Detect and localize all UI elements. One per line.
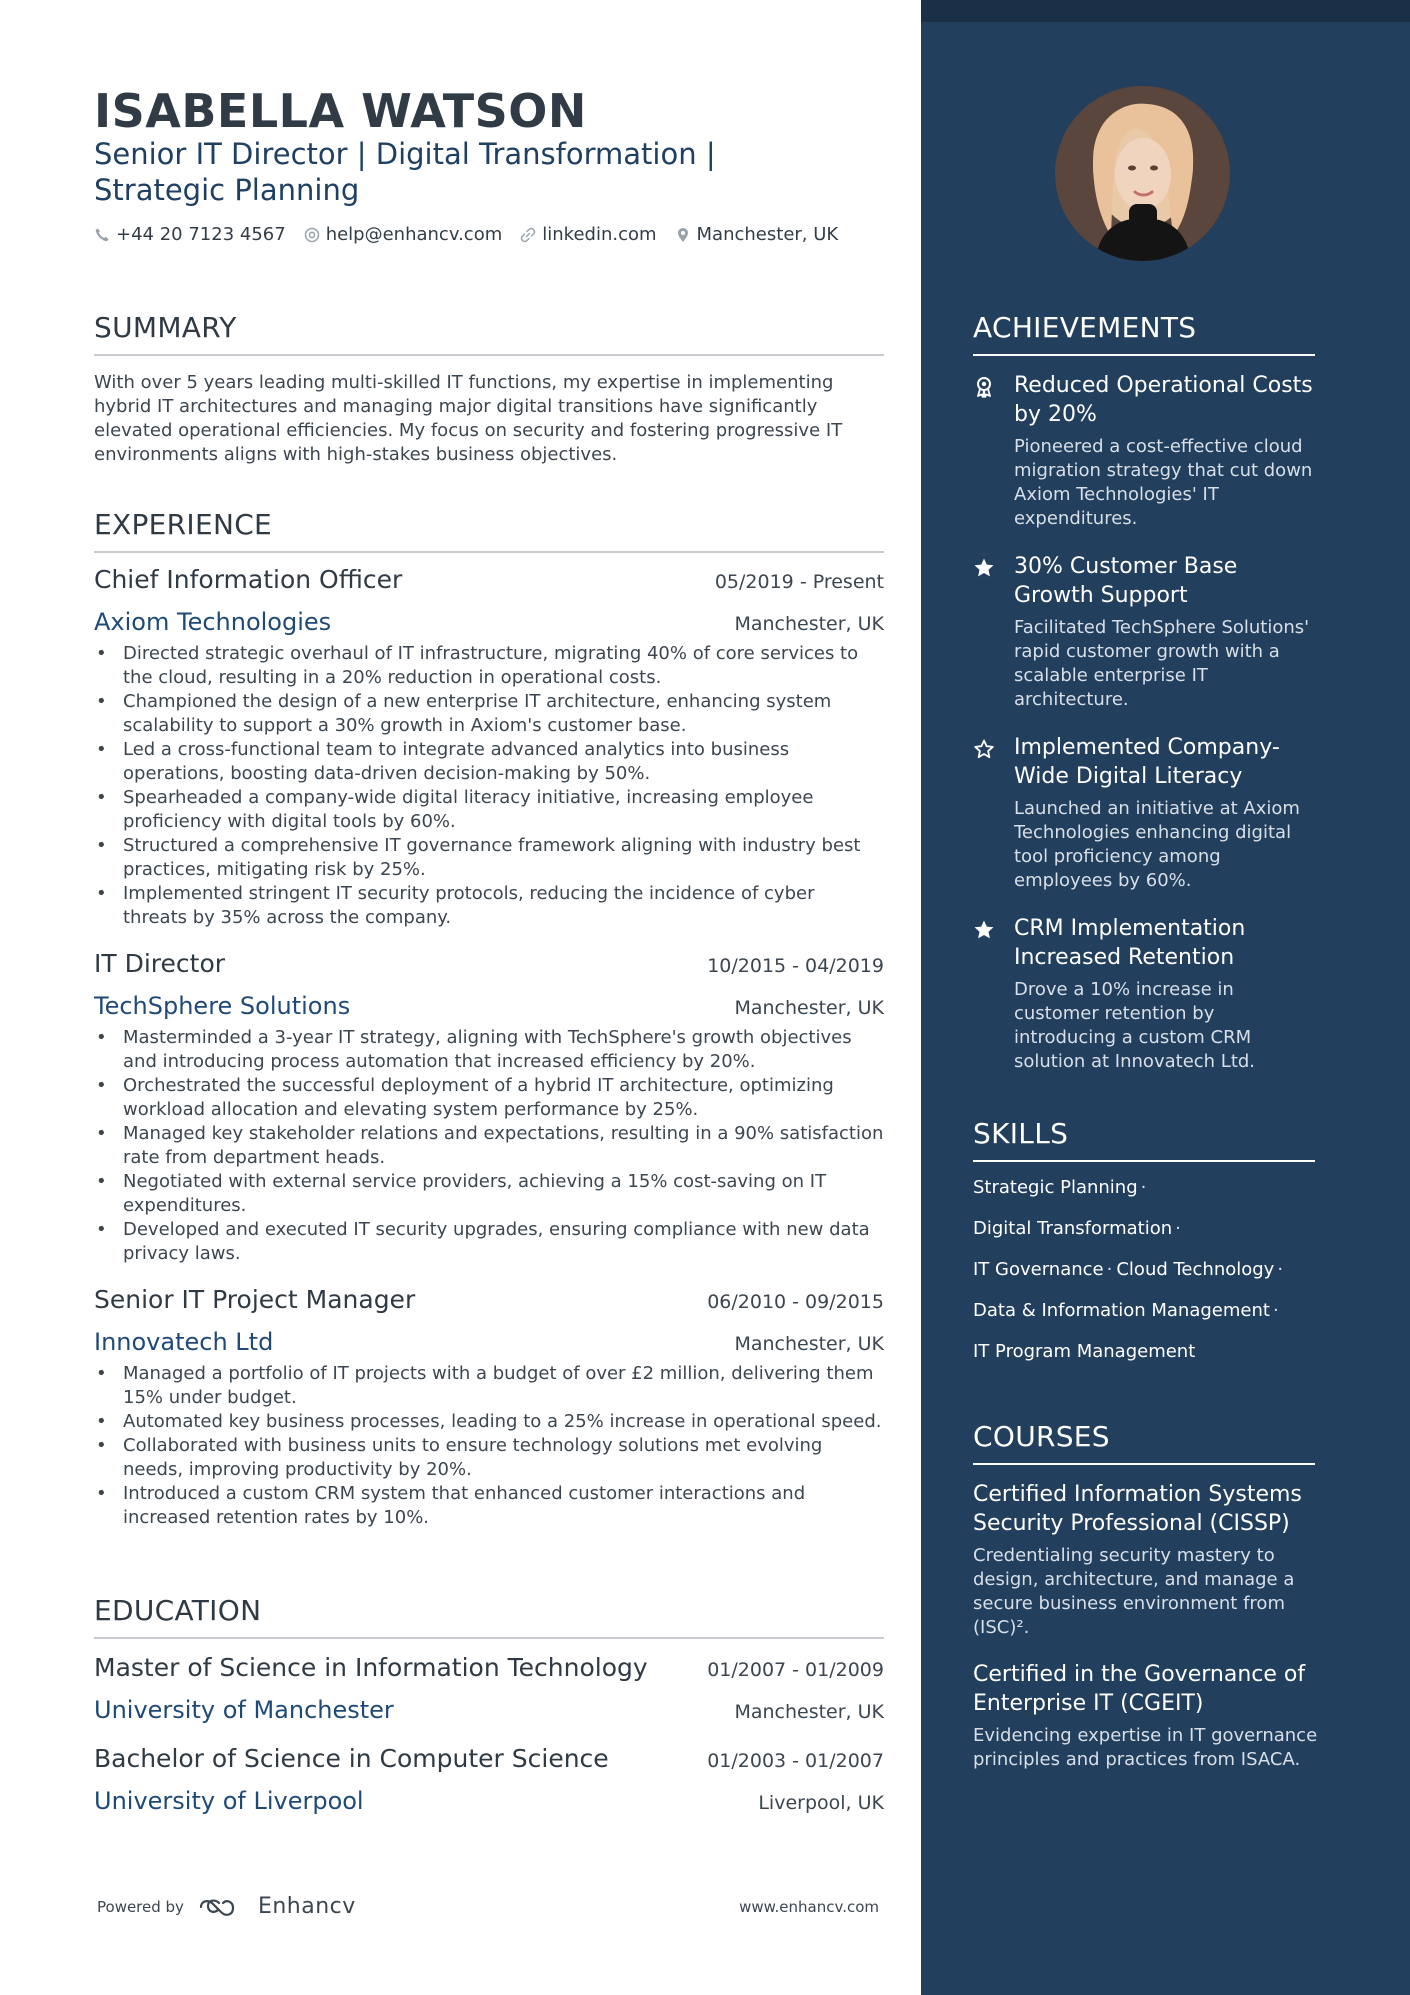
education-heading: EDUCATION [94, 1594, 884, 1639]
experience-heading: EXPERIENCE [94, 508, 884, 553]
skill-item: Cloud Technology [1116, 1259, 1275, 1280]
summary-heading: SUMMARY [94, 311, 884, 356]
school-name: University of Manchester [94, 1696, 394, 1724]
achievement-description: Pioneered a cost-effective cloud migration strategy that cut down Axiom Technologies' IT expenditures. [1014, 436, 1313, 529]
enhancv-brand: Enhancv [257, 1894, 356, 1919]
bullet-item: • Negotiated with external service providers, achieving a 15% cost-saving on IT expenditures. [94, 1170, 884, 1218]
course-item [973, 1660, 1318, 1772]
job-entry [94, 1285, 884, 1530]
bullet-item: • Championed the design of a new enterprise IT architecture, enhancing system scalability to support a 30% growth in Axiom's customer base. [94, 690, 884, 738]
enhancv-logo-icon [198, 1895, 244, 1919]
achievement-item [973, 914, 1318, 1074]
job-location: Manchester, UK [734, 1333, 884, 1355]
location-text: Manchester, UK [696, 224, 839, 245]
degree-name: Bachelor of Science in Computer Science [94, 1744, 609, 1773]
job-date: 05/2019 - Present [714, 571, 884, 593]
job-location: Manchester, UK [734, 997, 884, 1019]
job-bullets [94, 1026, 884, 1266]
school-location: Manchester, UK [734, 1701, 884, 1723]
achievement-item [973, 371, 1318, 531]
skill-separator: · [1106, 1259, 1113, 1280]
bullet-item: • Led a cross-functional team to integrate advanced analytics into business operations, boosting data-driven decision-making by 50%. [94, 738, 884, 786]
job-location: Manchester, UK [734, 613, 884, 635]
company-name: TechSphere Solutions [94, 992, 351, 1020]
contact-linkedin[interactable] [520, 224, 656, 245]
candidate-role: Senior IT Director | Digital Transformation | Strategic Planning [94, 137, 716, 207]
education-entry [94, 1744, 884, 1815]
job-title: Chief Information Officer [94, 565, 403, 594]
bullet-item: • Structured a comprehensive IT governance framework aligning with industry best practices, mitigating risk by 25%. [94, 834, 884, 882]
course-description: Evidencing expertise in IT governance principles and practices from ISACA. [973, 1725, 1318, 1770]
sidebar-column [921, 0, 1410, 1995]
skill-item: Digital Transformation [973, 1218, 1173, 1239]
at-icon [304, 227, 320, 243]
skill-separator: · [1277, 1259, 1284, 1280]
profile-photo-portrait [1055, 86, 1230, 261]
achievement-title: Reduced Operational Costs by 20% [1014, 373, 1313, 427]
company-name: Innovatech Ltd [94, 1328, 274, 1356]
skills-list [973, 1176, 1315, 1381]
bullet-item: • Spearheaded a company-wide digital literacy initiative, increasing employee proficiency with digital tools by 60%. [94, 786, 884, 834]
skill-separator: · [1272, 1300, 1279, 1321]
summary-text: With over 5 years leading multi-skilled IT functions, my expertise in implementing hybrid IT architectures and managing major digital transitions have significantly elevated operational efficiencies. My focus on security and fostering progressive IT environments aligns with high-stakes business objectives. [94, 372, 843, 465]
skills-heading: SKILLS [973, 1117, 1315, 1162]
course-item [973, 1480, 1318, 1640]
course-title: Certified Information Systems Security Professional (CISSP) [973, 1482, 1302, 1536]
star-filled-icon [973, 919, 995, 941]
contact-email[interactable] [304, 224, 503, 245]
link-icon [520, 227, 536, 243]
education-date: 01/2007 - 01/2009 [707, 1659, 884, 1681]
bullet-item: • Developed and executed IT security upgrades, ensuring compliance with new data privacy laws. [94, 1218, 884, 1266]
bullet-item: • Managed a portfolio of IT projects with a budget of over £2 million, delivering them 15% under budget. [94, 1362, 884, 1410]
job-bullets [94, 642, 884, 930]
bullet-item: • Directed strategic overhaul of IT infrastructure, migrating 40% of core services to the cloud, resulting in a 20% reduction in operational costs. [94, 642, 884, 690]
star-filled-icon [973, 557, 995, 579]
bullet-item: • Introduced a custom CRM system that enhanced customer interactions and increased retention rates by 10%. [94, 1482, 884, 1530]
phone-text: +44 20 7123 4567 [116, 224, 286, 245]
achievement-description: Facilitated TechSphere Solutions' rapid customer growth with a scalable enterprise IT architecture. [1014, 617, 1310, 710]
job-entry [94, 949, 884, 1266]
bullet-item: • Managed key stakeholder relations and expectations, resulting in a 90% satisfaction rate from department heads. [94, 1122, 884, 1170]
course-description: Credentialing security mastery to design, architecture, and manage a secure business environment from (ISC)². [973, 1545, 1295, 1638]
contact-phone[interactable] [94, 224, 286, 245]
star-outline-icon [973, 738, 995, 760]
education-date: 01/2003 - 01/2007 [707, 1750, 884, 1772]
job-date: 06/2010 - 09/2015 [707, 1291, 884, 1313]
achievement-item [973, 733, 1318, 893]
job-entry [94, 565, 884, 930]
achievement-description: Drove a 10% increase in customer retention by introducing a custom CRM solution at Innovatech Ltd. [1014, 979, 1256, 1072]
linkedin-text: linkedin.com [542, 224, 657, 245]
email-text: help@enhancv.com [325, 224, 503, 245]
skill-separator: · [1175, 1218, 1181, 1239]
contact-bar [94, 224, 838, 245]
job-bullets [94, 1362, 884, 1530]
footer-website[interactable]: www.enhancv.com [739, 1897, 879, 1916]
company-name: Axiom Technologies [94, 608, 332, 636]
skill-item: Data & Information Management [973, 1300, 1270, 1321]
bullet-item: • Implemented stringent IT security protocols, reducing the incidence of cyber threats by 35% across the company. [94, 882, 884, 930]
candidate-name: ISABELLA WATSON [94, 84, 587, 138]
skill-item: Strategic Planning [973, 1177, 1138, 1198]
skill-separator: · [1140, 1177, 1147, 1198]
achievement-description: Launched an initiative at Axiom Technologies enhancing digital tool proficiency among employees by 60%. [1014, 798, 1300, 891]
phone-icon [94, 227, 110, 243]
location-pin-icon [675, 227, 691, 243]
bullet-item: • Automated key business processes, leading to a 25% increase in operational speed. [94, 1410, 884, 1434]
contact-location [675, 224, 839, 245]
skill-item: IT Program Management [973, 1341, 1196, 1362]
powered-by-label: Powered by [97, 1897, 184, 1916]
courses-heading: COURSES [973, 1420, 1315, 1465]
skill-item: IT Governance [973, 1259, 1104, 1280]
degree-name: Master of Science in Information Technology [94, 1653, 648, 1682]
course-title: Certified in the Governance of Enterprise IT (CGEIT) [973, 1662, 1306, 1716]
footer [97, 1894, 879, 1919]
achievements-heading: ACHIEVEMENTS [973, 311, 1315, 356]
job-date: 10/2015 - 04/2019 [707, 955, 884, 977]
bullet-item: • Masterminded a 3-year IT strategy, aligning with TechSphere's growth objectives and introducing process automation that increased efficiency by 20%. [94, 1026, 884, 1074]
job-title: IT Director [94, 949, 226, 978]
achievement-item [973, 552, 1318, 712]
bullet-item: • Collaborated with business units to ensure technology solutions met evolving needs, improving productivity by 20%. [94, 1434, 884, 1482]
profile-photo [1055, 86, 1230, 261]
school-name: University of Liverpool [94, 1787, 364, 1815]
sidebar-top-band [921, 0, 1410, 22]
education-entry [94, 1653, 884, 1724]
job-title: Senior IT Project Manager [94, 1285, 416, 1314]
powered-by[interactable] [97, 1894, 356, 1919]
achievement-title: Implemented Company-Wide Digital Literacy [1014, 735, 1280, 789]
award-icon [973, 376, 995, 398]
achievement-title: 30% Customer Base Growth Support [1014, 554, 1238, 608]
achievement-title: CRM Implementation Increased Retention [1014, 916, 1246, 970]
school-location: Liverpool, UK [758, 1792, 884, 1814]
bullet-item: • Orchestrated the successful deployment of a hybrid IT architecture, optimizing workload allocation and elevating system performance by 25%. [94, 1074, 884, 1122]
